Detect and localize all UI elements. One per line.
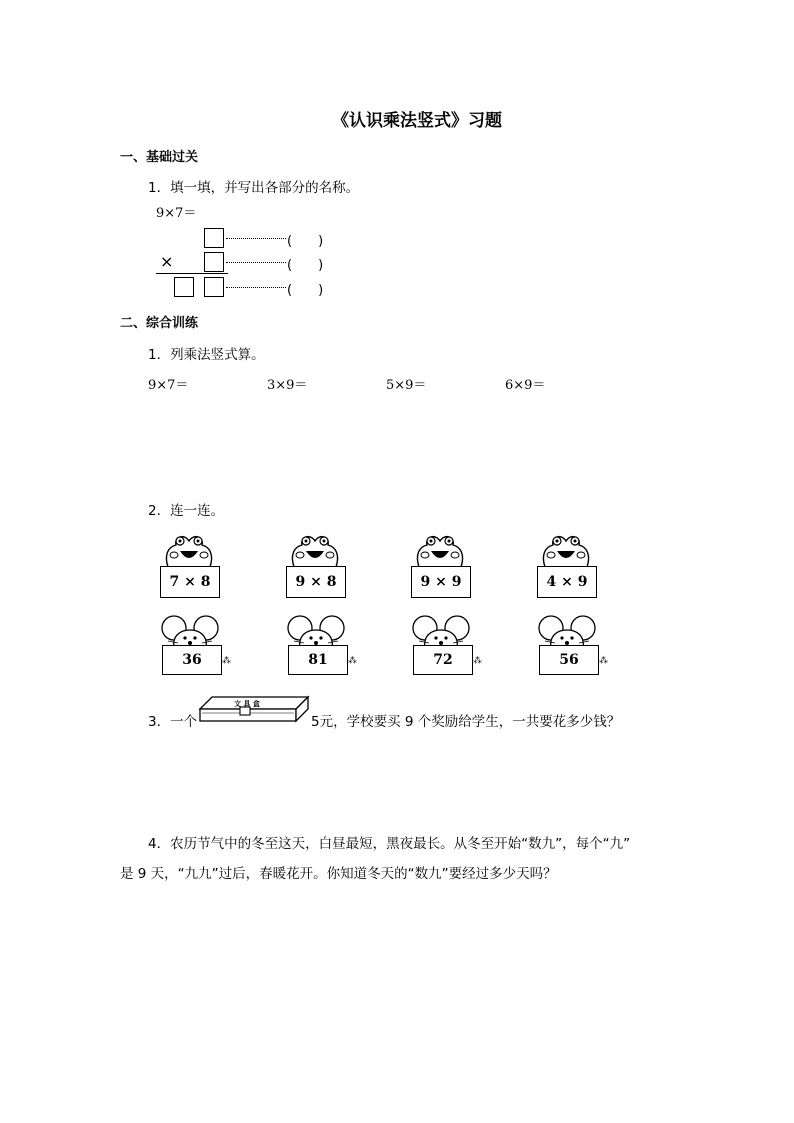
answer-box-multiplier[interactable] — [204, 252, 224, 272]
frog-icon — [413, 533, 469, 569]
mouse-icon — [286, 614, 346, 648]
leader-dots — [226, 287, 286, 288]
question-pencil-box-prefix: 3．一个 — [148, 714, 198, 730]
mouse-icon — [160, 614, 220, 648]
mouse-paw-icon: ⁂ — [222, 656, 231, 666]
frog-icon — [539, 533, 595, 569]
question-shujiu-line1: 4．农历节气中的冬至这天，白昼最短，黑夜最长。从冬至开始“数九”，每个“九” — [148, 836, 631, 852]
name-blank-product[interactable]: ( ) — [287, 283, 324, 298]
mouse-paw-icon: ⁂ — [473, 656, 482, 666]
name-blank-multiplier[interactable]: ( ) — [287, 258, 324, 273]
calc-expression: 3×9＝ — [267, 378, 308, 393]
frog-icon — [162, 533, 218, 569]
frog-card[interactable]: 9 × 9 — [411, 566, 471, 598]
pencil-box-label: 文 具 盒 — [234, 699, 260, 708]
mouse-card[interactable]: 56 — [539, 645, 599, 675]
question-shujiu-line2: 是 9 天，“九九”过后，春暖花开。你知道冬天的“数九”要经过多少天吗？ — [120, 866, 557, 882]
answer-box-product-tens[interactable] — [174, 277, 194, 297]
question-pencil-box-text: 5元，学校要买 9 个奖励给学生，一共要花多少钱？ — [311, 714, 621, 730]
question-vertical-calc: 1．列乘法竖式算。 — [148, 347, 265, 363]
mouse-card[interactable]: 81 — [288, 645, 348, 675]
frog-icon — [288, 533, 344, 569]
mouse-card[interactable]: 36 — [162, 645, 222, 675]
frog-card[interactable]: 4 × 9 — [537, 566, 597, 598]
calc-expression: 9×7＝ — [148, 378, 189, 393]
frog-card[interactable]: 7 × 8 — [160, 566, 220, 598]
expression-9x7: 9×7＝ — [156, 206, 197, 221]
calc-expression: 6×9＝ — [505, 378, 546, 393]
mouse-paw-icon: ⁂ — [348, 656, 357, 666]
frog-card[interactable]: 9 × 8 — [286, 566, 346, 598]
times-sign: × — [160, 252, 174, 271]
section-heading-comprehensive: 二、综合训练 — [120, 316, 199, 331]
mouse-paw-icon: ⁂ — [599, 656, 608, 666]
section-heading-basic: 一、基础过关 — [120, 150, 199, 165]
mouse-card[interactable]: 72 — [413, 645, 473, 675]
answer-box-product-ones[interactable] — [204, 277, 224, 297]
mouse-icon — [411, 614, 471, 648]
pencil-box-image — [198, 695, 310, 725]
leader-dots — [226, 238, 286, 239]
answer-box-multiplicand[interactable] — [204, 228, 224, 248]
name-blank-multiplicand[interactable]: ( ) — [287, 234, 324, 249]
calc-expression: 5×9＝ — [386, 378, 427, 393]
question-matching: 2．连一连。 — [148, 503, 225, 519]
page-title: 《认识乘法竖式》习题 — [332, 111, 502, 131]
leader-dots — [226, 262, 286, 263]
question-fill-in: 1．填一填，并写出各部分的名称。 — [148, 180, 360, 196]
mouse-icon — [537, 614, 597, 648]
product-line — [156, 273, 228, 274]
